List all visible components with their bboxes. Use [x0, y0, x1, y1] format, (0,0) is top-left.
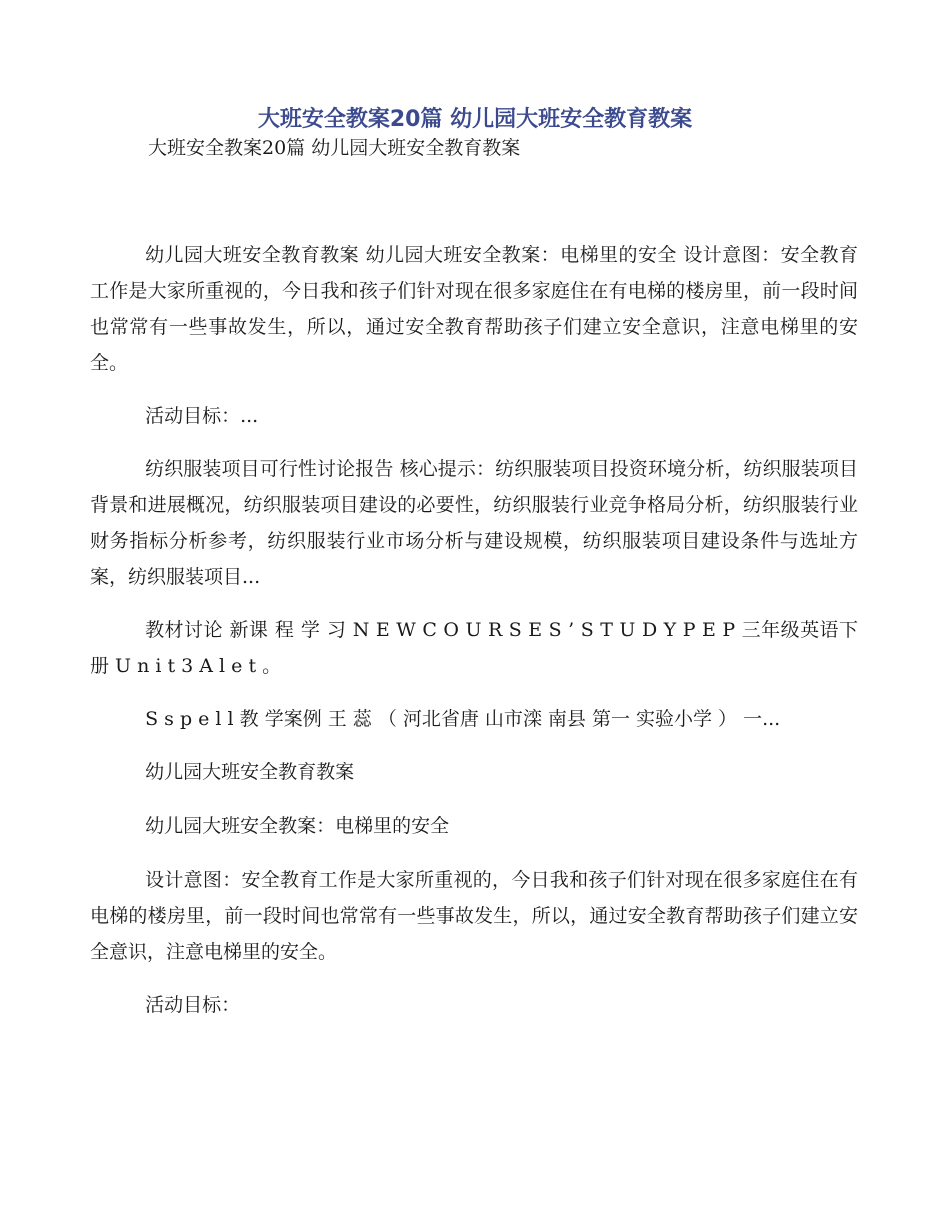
- paragraph-heading-elevator: 幼儿园大班安全教案：电梯里的安全: [145, 815, 450, 837]
- paragraph-activity-goals-1: 活动目标：...: [145, 405, 259, 427]
- paragraph-design-intent: 设计意图：安全教育工作是大家所重视的，今日我和孩子们针对现在很多家庭住在有电梯的楼房里，前一段时间也常常有一些事故发生，所以，通过安全教育帮助孩子们建立安全意识，注意电梯里的安全。: [90, 869, 858, 963]
- paragraph-textile-report: 纺织服装项目可行性讨论报告 核心提示：纺织服装项目投资环境分析，纺织服装项目背景和进展概况，纺织服装项目建设的必要性，纺织服装行业竞争格局分析，纺织服装行业财务指标分析参考，纺织服装行业市场分析与建设规模，纺织服装项目建设条件与选址方案，纺织服装项目...: [90, 458, 858, 588]
- paragraph-activity-goals-2: 活动目标：: [145, 994, 241, 1016]
- paragraph-textbook-discussion: 教材讨论 新课 程 学 习 N E W C O U R S E S ’ S T U D Y P E P 三年级英语下册 U n i t 3 A l e t 。: [90, 619, 858, 677]
- document-subtitle: 大班安全教案20篇 幼儿园大班安全教育教案: [148, 137, 521, 159]
- document-body: [90, 237, 858, 1040]
- paragraph-teaching-case: S s p e l l 教 学案例 王 蕊 （ 河北省唐 山市滦 南县 第一 实验小学 ） 一...: [145, 708, 781, 730]
- document-title: 大班安全教案20篇 幼儿园大班安全教育教案: [257, 107, 693, 132]
- paragraph-intro: 幼儿园大班安全教育教案 幼儿园大班安全教案：电梯里的安全 设计意图：安全教育工作是大家所重视的，今日我和孩子们针对现在很多家庭住在有电梯的楼房里，前一段时间也常常有一些事故发生，所以，通过安全教育帮助孩子们建立安全意识，注意电梯里的安全。: [90, 244, 858, 374]
- paragraph-heading-kindergarten: 幼儿园大班安全教育教案: [145, 761, 355, 783]
